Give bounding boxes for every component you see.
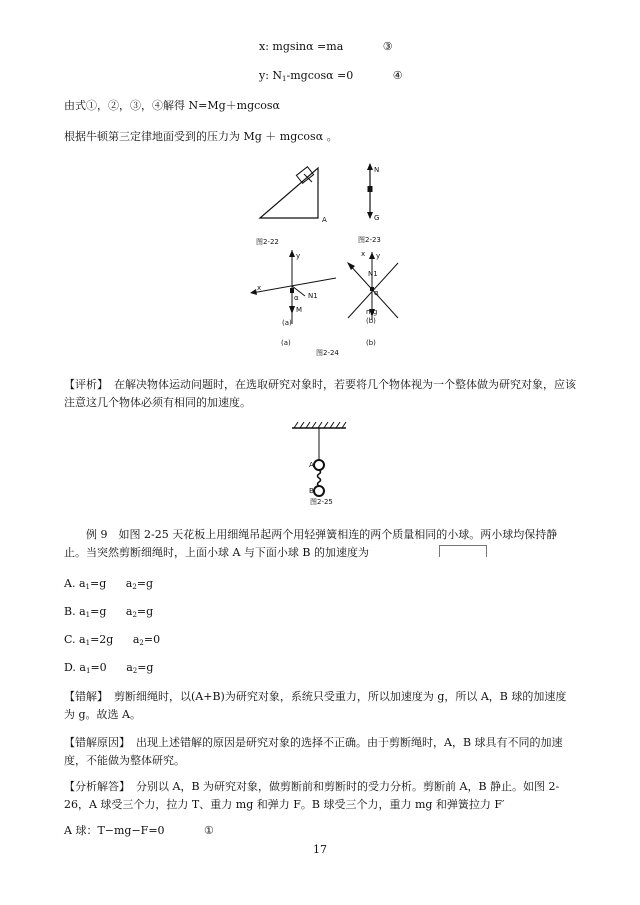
fig25-label-b: B xyxy=(309,487,314,495)
fig24b-x: x xyxy=(361,250,366,258)
analysis-tag: 【分析解答】 xyxy=(64,780,130,793)
fig23-label-g: G xyxy=(374,214,380,222)
option-letter: D. xyxy=(64,661,76,674)
fig24a-below: (a) xyxy=(281,339,291,347)
equation-x xyxy=(259,40,393,54)
option-a2: =g xyxy=(136,605,154,618)
fig24a-m: M xyxy=(296,306,303,314)
equation-a xyxy=(64,824,214,838)
option-letter: B. xyxy=(64,605,76,618)
fig24b-mg: mg xyxy=(366,308,378,316)
fig22-label-a: A xyxy=(322,216,327,224)
figure-2-22 xyxy=(248,160,338,250)
equation-number-3: ③ xyxy=(382,40,393,53)
reason-tag: 【错解原因】 xyxy=(64,736,130,749)
fig23-caption: 图2-23 xyxy=(358,236,381,244)
option-d: D. $a_1=0$ $a_2=g$ xyxy=(64,661,154,675)
fig24a-n1: N1 xyxy=(308,292,318,300)
fig25-caption: 图2-25 xyxy=(310,498,333,506)
derive-line: 由式①，②，③，④解得 N=Mg＋mgcosα xyxy=(64,99,280,112)
option-c: C. $a_1=2g$ $a_2=0$ xyxy=(64,633,161,647)
reason-text: 出现上述错解的原因是研究对象的选择不正确。由于剪断绳时，A，B 球具有不同的加速度，不能做为整体研究。 xyxy=(64,736,563,767)
fig24a-alpha: α xyxy=(294,294,299,302)
option-a1: =g xyxy=(90,605,107,618)
equation-number-1: ① xyxy=(204,824,214,837)
fig24b-alpha: α xyxy=(374,289,379,297)
option-a1: =2g xyxy=(90,633,114,646)
wrong-solution xyxy=(64,688,576,724)
option-a2: =g xyxy=(137,661,154,674)
page-number: 17 xyxy=(313,843,327,856)
fig23-label-n: N xyxy=(374,166,380,174)
fig25-label-a: A xyxy=(309,461,314,469)
figure-2-24 xyxy=(248,248,408,358)
option-a2: =g xyxy=(136,577,154,590)
fig24b-y: y xyxy=(376,252,381,260)
fig24b-n1: N1 xyxy=(368,270,378,278)
fig24b-caption: (b) xyxy=(366,317,376,325)
answer-bracket xyxy=(439,545,487,557)
fig24a-y: y xyxy=(296,252,301,260)
figure-2-23 xyxy=(350,160,400,245)
figure-2-25 xyxy=(288,420,352,506)
option-b: B. $a_1=g$ $a_2=g$ xyxy=(64,605,154,619)
fig24a-caption: (a) xyxy=(282,319,292,327)
analysis-solution xyxy=(64,778,576,814)
example-text: 例 9 如图 2-25 天花板上用细绳吊起两个用轻弹簧相连的两个质量相同的小球。两小球均保持静止。当突然剪断细绳时，上面小球 A 与下面小球 B 的加速度为 xyxy=(64,528,558,559)
equation-number-4: ④ xyxy=(392,69,403,82)
fig24a-x: x xyxy=(257,284,262,292)
fig24-caption: 图2-24 xyxy=(316,349,339,357)
option-letter: A. xyxy=(64,577,76,590)
equation-y-post: -mgcosα =0 xyxy=(286,69,354,82)
equation-y-sub: 1 xyxy=(282,75,287,83)
fig22-caption: 图2-22 xyxy=(256,238,279,246)
newton-line: 根据牛顿第三定律地面受到的压力为 Mg ＋ mgcosα 。 xyxy=(64,130,338,143)
equation-a-text: A 球：T−mg−F=0 xyxy=(64,824,165,837)
comment-text: 在解决物体运动问题时，在选取研究对象时，若要将几个物体视为一个整体做为研究对象，应该注意这几个物体必须有相同的加速度。 xyxy=(64,378,576,409)
option-a: A. $a_1=g$ $a_2=g$ xyxy=(64,577,154,591)
option-a1: =g xyxy=(89,577,107,590)
option-a2: =0 xyxy=(143,633,161,646)
fig24b-below: (b) xyxy=(366,339,376,347)
option-a1: =0 xyxy=(90,661,107,674)
wrong-tag: 【错解】 xyxy=(64,690,108,703)
wrong-reason xyxy=(64,734,576,770)
example-question xyxy=(64,526,576,562)
equation-x-text: x: mgsinα =ma xyxy=(259,40,344,53)
option-letter: C. xyxy=(64,633,76,646)
analysis-text: 分别以 A，B 为研究对象，做剪断前和剪断时的受力分析。剪断前 A，B 静止。如图 2-26，A 球受三个力，拉力 T、重力 mg 和弹力 F。B 球受三个力，重力 mg 和弹簧拉力 F′ xyxy=(64,780,560,811)
equation-y-pre: y: N xyxy=(259,69,283,82)
wrong-text: 剪断细绳时，以(A+B)为研究对象，系统只受重力，所以加速度为 g，所以 A，B 球的加速度为 g。故选 A。 xyxy=(64,690,567,721)
comment-paragraph xyxy=(64,376,576,412)
comment-tag: 【评析】 xyxy=(64,378,108,391)
equation-y xyxy=(259,69,403,86)
